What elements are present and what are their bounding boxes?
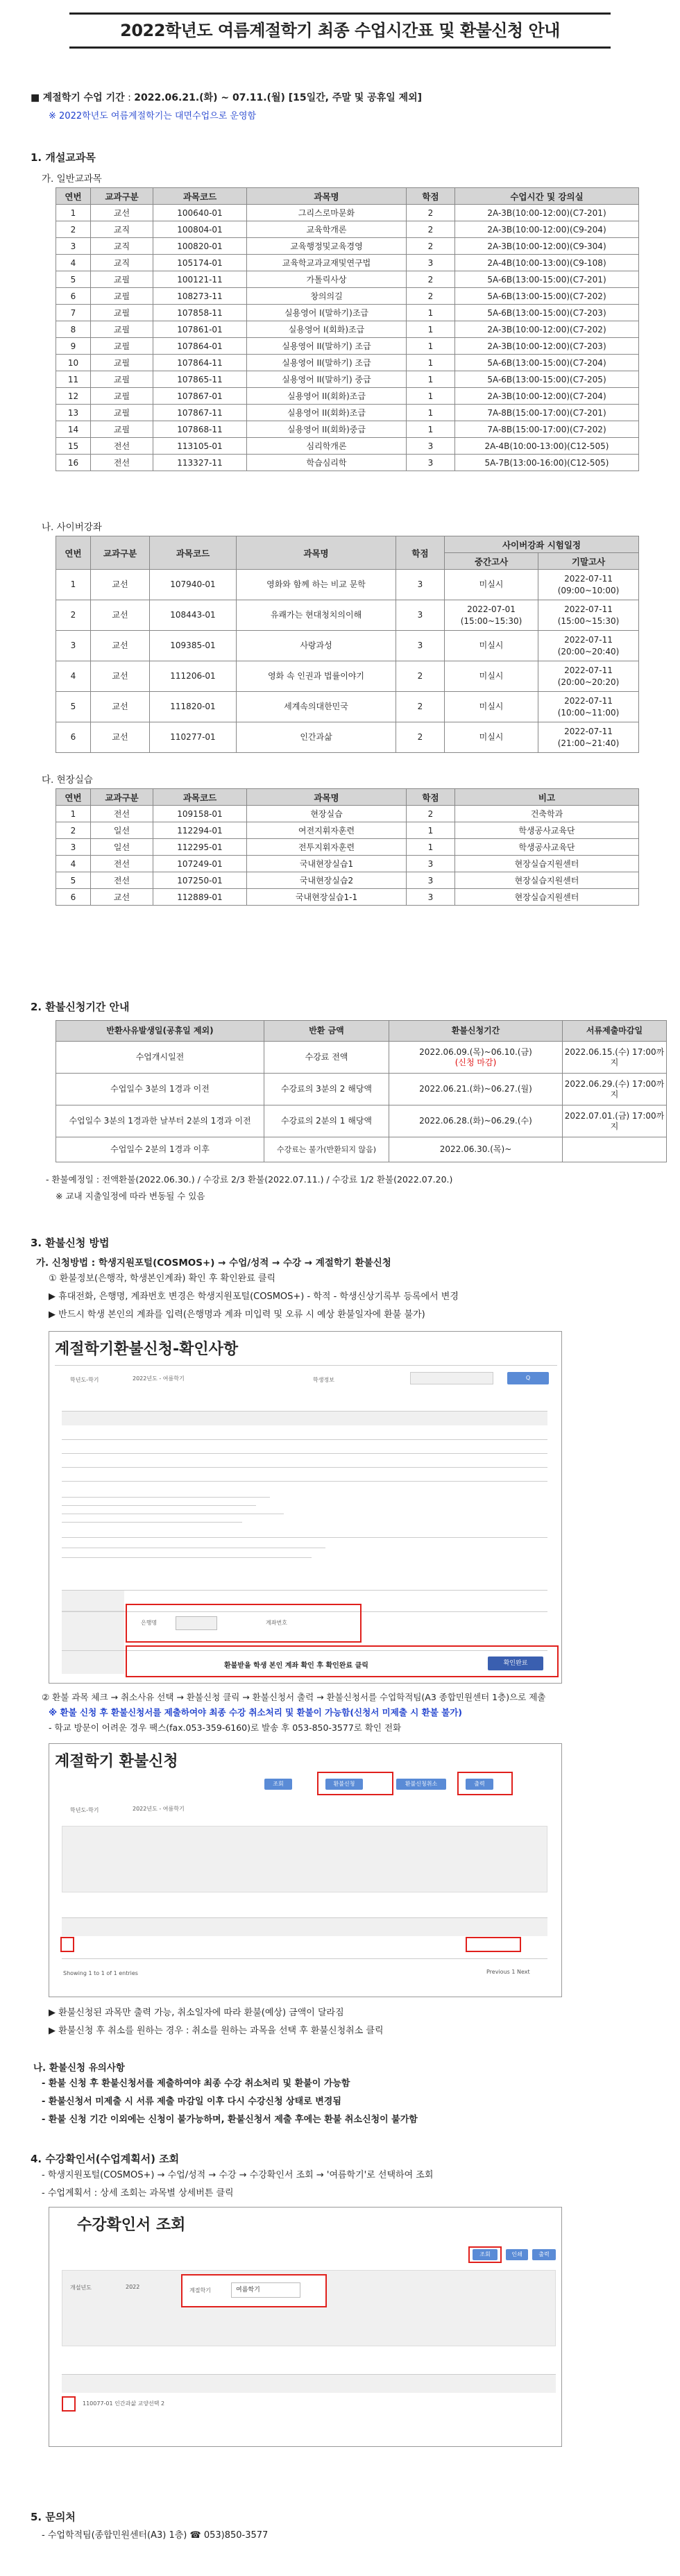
table-cell: 국내현장실습1-1 (247, 889, 407, 906)
table-cell: 107858-11 (153, 305, 247, 321)
table-cell: 107867-01 (153, 388, 247, 405)
table-cell: 일선 (91, 822, 153, 839)
table-row (56, 338, 639, 355)
table-cell: 교선 (91, 205, 153, 221)
table-row (56, 205, 639, 221)
step-1: ① 환불정보(은행작, 학생본인계좌) 확인 후 확인완료 클릭 (49, 1273, 276, 1284)
table-row (56, 839, 639, 856)
table-cell: 1 (407, 371, 455, 388)
table-row (56, 822, 639, 839)
table-cell: 107861-01 (153, 321, 247, 338)
table-cell: 5A-7B(13:00-16:00)(C12-505) (455, 455, 639, 471)
table-cell: 2A-4B(10:00-13:00)(C9-108) (455, 255, 639, 271)
th-col-3: 과목명 (247, 188, 407, 205)
table-cell: 현장실습지원센터 (455, 856, 639, 872)
table-cell: 학생공사교육단 (455, 822, 639, 839)
table-cell: 1 (407, 355, 455, 371)
table-cell: 6 (56, 288, 91, 305)
table-cell: 여전지휘자훈련 (247, 822, 407, 839)
print-button[interactable]: 인쇄 (506, 2249, 528, 2260)
bank-select[interactable] (176, 1616, 217, 1630)
table-cell: 교필 (91, 355, 153, 371)
table-cell: 교선 (91, 889, 153, 906)
table-cell: 7A-8B(15:00-17:00)(C7-202) (455, 421, 639, 438)
section-4-title: 4. 수강확인서(수업계획서) 조회 (31, 2153, 180, 2165)
table-row (56, 405, 639, 421)
table-cell: 6 (56, 889, 91, 906)
section-1a-title: 가. 일반교과목 (42, 173, 102, 185)
pagination[interactable]: Previous 1 Next (486, 1969, 530, 1975)
table-cell: 3 (396, 631, 445, 661)
table-cell: 실용영어 I(말하기)조급 (247, 305, 407, 321)
table-row (56, 221, 639, 238)
screenshot-3-title: 수강확인서 조회 (77, 2217, 186, 2234)
table-cell: 107249-01 (153, 856, 247, 872)
table-row (56, 271, 639, 288)
table-row (56, 806, 639, 822)
section-1c-title: 다. 현장실습 (42, 774, 93, 786)
th-reason: 반환사유발생일(공휴일 제외) (56, 1021, 264, 1042)
table-cell: 교필 (91, 305, 153, 321)
table-cell: 107250-01 (153, 872, 247, 889)
table-cell: 3 (407, 872, 455, 889)
table-cell: 전선 (91, 872, 153, 889)
table-cell: 3 (407, 438, 455, 455)
section-5-title: 5. 문의처 (31, 2511, 76, 2523)
table-cell: 영화와 함께 하는 비교 문학 (237, 570, 396, 600)
table-cell: 세계속의대한민국 (237, 692, 396, 722)
closed-badge: (신청 마감) (454, 1057, 497, 1067)
table-cell: 3 (396, 600, 445, 631)
table-cell: 교필 (91, 421, 153, 438)
table-cell: 전선 (91, 856, 153, 872)
table-cell: 109158-01 (153, 806, 247, 822)
table-cell: 교선 (91, 661, 150, 692)
print-button[interactable]: 출력 (466, 1779, 493, 1790)
table-cell: 미실시 (445, 661, 538, 692)
table-cell: 11 (56, 371, 91, 388)
table-cell: 3 (56, 839, 91, 856)
export-button[interactable]: 출력 (532, 2249, 556, 2260)
th-credit: 학점 (396, 536, 445, 570)
table-row (56, 255, 639, 271)
table-row: 수업일수 3분의 1경과 이전 수강료의 3분의 2 해당액 2022.06.21.(화)~06.27.(월) 2022.06.29.(수) 17:00까지 (56, 1074, 667, 1105)
table-cell: 5A-6B(13:00-15:00)(C7-201) (455, 271, 639, 288)
after-2: ▶ 환불신청 후 취소를 원하는 경우 : 취소를 원하는 과목을 선택 후 환불신청취소 클릭 (49, 2026, 384, 2036)
enrollment-check-screenshot: 수강확인서 조회 조회 인쇄 출력 개설년도 2022 계절학기 여름학기 110077-01 인간과삶 교양선택 2 (49, 2207, 562, 2447)
table-cell: 교육학개론 (247, 221, 407, 238)
table-cell: 109385-01 (150, 631, 237, 661)
table-cell: 교선 (91, 722, 150, 753)
table-cell: 실용영어 II(회화)조급 (247, 388, 407, 405)
table-cell: 실용영어 II(말하기) 조급 (247, 338, 407, 355)
table-cell: 8 (56, 321, 91, 338)
table-cell: 건축학과 (455, 806, 639, 822)
detail-button[interactable] (62, 2396, 76, 2412)
table-row (56, 321, 639, 338)
table-cell: 2A-3B(10:00-12:00)(C7-201) (455, 205, 639, 221)
table-cell: 2A-3B(10:00-12:00)(C9-204) (455, 221, 639, 238)
table-cell: 1 (56, 806, 91, 822)
table-cell: 현장실습지원센터 (455, 889, 639, 906)
cancel-reason-select[interactable] (466, 1937, 521, 1952)
contact-info: - 수업학적팀(종합민원센터(A3) 1층) ☎ 053)850-3577 (42, 2530, 269, 2541)
step-2: ② 환불 과목 체크 → 취소사유 선택 → 환불신청 클릭 → 환불신청서 출력 → 환불신청서를 수업학적팀(A3 종합민원센터 1층)으로 제출 (42, 1692, 546, 1702)
table-cell: 2022-07-11 (20:00~20:20) (538, 661, 639, 692)
table-row (56, 388, 639, 405)
table-cell: 7 (56, 305, 91, 321)
table-cell: 1 (56, 205, 91, 221)
step-1-note: ▶ 휴대전화, 은행명, 계좌번호 변경은 학생지원포털(COSMOS+) - 학적 - 학생신상기록부 등록에서 변경 (49, 1291, 459, 1302)
table-cell: 3 (407, 455, 455, 471)
th-col-0: 연번 (56, 188, 91, 205)
table-cell: 2 (396, 722, 445, 753)
notice-mini-2 (62, 1537, 547, 1582)
th-col-0: 연번 (56, 789, 91, 806)
notice-mini (62, 1490, 547, 1525)
screenshot-2-title: 계절학기 환불신청 (55, 1753, 178, 1770)
table-row (56, 438, 639, 455)
table-cell: 2 (407, 288, 455, 305)
table-cell: 112889-01 (153, 889, 247, 906)
table-row (56, 600, 639, 631)
table-cell: 실용영어 II(말하기) 조급 (247, 355, 407, 371)
table-cell: 심리학개론 (247, 438, 407, 455)
account-redbox: 은행명 계좌번호 (126, 1604, 362, 1643)
table-cell: 학습심리학 (247, 455, 407, 471)
table-cell: 2022-07-11 (21:00~21:40) (538, 722, 639, 753)
table-row (56, 631, 639, 661)
table-cell: 5 (56, 872, 91, 889)
table-cell: 교선 (91, 631, 150, 661)
table-cell: 107868-11 (153, 421, 247, 438)
table-cell: 3 (407, 255, 455, 271)
table-cell: 2022-07-11 (09:00~10:00) (538, 570, 639, 600)
table-cell: 미실시 (445, 692, 538, 722)
table-cell: 교필 (91, 338, 153, 355)
table-cell: 교직 (91, 255, 153, 271)
refund-cancel-button[interactable]: 환불신청취소 (396, 1779, 446, 1790)
th-col-1: 교과구분 (91, 789, 153, 806)
table-cell: 12 (56, 388, 91, 405)
section-4-list: - 학생지원포털(COSMOS+) → 수업/성적 → 수강 → 수강확인서 조회 → '여름학기'로 선택하여 조회 - 수업계획서 : 상세 조회는 과목별 상세버튼 클릭 (42, 2170, 434, 2198)
th-col-2: 과목코드 (153, 188, 247, 205)
table-cell: 2 (396, 661, 445, 692)
th-col-2: 과목코드 (153, 789, 247, 806)
table-cell: 2A-4B(10:00-13:00)(C12-505) (455, 438, 639, 455)
table-cell: 미실시 (445, 631, 538, 661)
table-cell: 10 (56, 355, 91, 371)
table-cell: 2A-3B(10:00-12:00)(C7-202) (455, 321, 639, 338)
table-cell: 2022-07-01 (15:00~15:30) (445, 600, 538, 631)
table-cell: 108273-11 (153, 288, 247, 305)
bullet-icon: ■ (31, 92, 40, 103)
table-row: 수업일수 3분의 1경과한 날부터 2분의 1경과 이전 수강료의 2분의 1 해당액 2022.06.28.(화)~06.29.(수) 2022.07.01.(금) 17:00까지 (56, 1105, 667, 1137)
screenshot-1-title: 계절학기환불신청-확인사항 (55, 1341, 239, 1358)
term-label: 계절학기 수업 기간 (42, 92, 125, 103)
table-cell: 2 (407, 238, 455, 255)
table-cell: 100121-11 (153, 271, 247, 288)
table-cell: 1 (407, 305, 455, 321)
table-cell: 1 (407, 321, 455, 338)
table-cell: 일선 (91, 839, 153, 856)
th-code: 과목코드 (150, 536, 237, 570)
th-final: 기말고사 (538, 553, 639, 570)
table-cell: 100804-01 (153, 221, 247, 238)
th-col-5: 수업시간 및 강의실 (455, 188, 639, 205)
confirm-button[interactable]: 확인완료 (488, 1656, 543, 1670)
table-cell: 교직 (91, 221, 153, 238)
caution-list: - 환불 신청 후 환불신청서를 제출하여야 최종 수강 취소처리 및 환불이 가능함 - 환불신청서 미제출 시 서류 제출 마감일 이후 다시 수강신청 상태로 변경됨 - 환불 신청 기간 이외에는 신청이 불가능하며, 환불신청서 제출 후에는 환불 취소신청이 불가함 (42, 2078, 418, 2125)
table-cell: 사랑과성 (237, 631, 396, 661)
table-cell: 그리스로마문화 (247, 205, 407, 221)
section-3-title: 3. 환불신청 방법 (31, 1237, 110, 1249)
th-period: 환불신청기간 (389, 1021, 563, 1042)
table-cell: 15 (56, 438, 91, 455)
table-cell: 5 (56, 692, 91, 722)
table-cell: 113105-01 (153, 438, 247, 455)
table-cell: 전선 (91, 438, 153, 455)
table-cell: 113327-11 (153, 455, 247, 471)
table-cell: 유쾌가는 현대청치의이해 (237, 600, 396, 631)
table-cell: 2A-3B(10:00-12:00)(C7-204) (455, 388, 639, 405)
table-cell: 7A-8B(15:00-17:00)(C7-201) (455, 405, 639, 421)
table-cell: 1 (407, 405, 455, 421)
table-row (56, 238, 639, 255)
table-cell: 14 (56, 421, 91, 438)
table-cell: 실용영어 II(회화)중급 (247, 421, 407, 438)
step-2-note: ※ 환불 신청 후 환불신청서를 제출하여야 최종 수강 취소처리 및 환불이 가능함(신청서 미제출 시 환불 불가) (49, 1707, 463, 1718)
table-cell: 전선 (91, 455, 153, 471)
table-cell: 2A-3B(10:00-12:00)(C7-203) (455, 338, 639, 355)
term-select-redbox: 계절학기 여름학기 (181, 2274, 327, 2307)
th-course: 과목명 (237, 536, 396, 570)
table-cell: 학생공사교육단 (455, 839, 639, 856)
th-exam: 사이버강좌 시험일정 (445, 536, 639, 553)
table-cell: 107865-11 (153, 371, 247, 388)
table-cell: 1 (56, 570, 91, 600)
table-cell: 교선 (91, 600, 150, 631)
steps-list (49, 1270, 459, 1324)
table-cell: 국내현장실습1 (247, 856, 407, 872)
student-info (62, 1826, 547, 1892)
table-cell: 111206-01 (150, 661, 237, 692)
table-cell: 국내현장실습2 (247, 872, 407, 889)
refund-apply-button[interactable]: 환불신청 (325, 1779, 363, 1790)
table-cell: 현장실습지원센터 (455, 872, 639, 889)
step-1-warning: ▶ 반드시 학생 본인의 계좌를 입력(은행명과 계좌 미입력 및 오류 시 예상 환불일자에 환불 불가) (49, 1310, 425, 1320)
th-col-3: 과목명 (247, 789, 407, 806)
table-cell: 2022-07-11 (15:00~15:30) (538, 600, 639, 631)
table-cell: 전선 (91, 806, 153, 822)
table-cell: 전투지휘자훈련 (247, 839, 407, 856)
cyber-courses-table (56, 536, 639, 753)
section-1-title: 1. 개설교과목 (31, 151, 96, 164)
search-button[interactable]: 조회 (264, 1779, 292, 1790)
table-row (56, 889, 639, 906)
refund-confirm-screenshot: 계절학기환불신청-확인사항 학년도-학기 2022년도 - 여름학기 학생정보 Q 은행명 계좌번호 환불받을 학생 본인 계좌 확인 후 확인완료 클릭 확인완료 (49, 1331, 562, 1684)
table-cell: 4 (56, 661, 91, 692)
table-cell: 5A-6B(13:00-15:00)(C7-204) (455, 355, 639, 371)
table-cell: 5A-6B(13:00-15:00)(C7-205) (455, 371, 639, 388)
table-cell: 교육행정및교육경영 (247, 238, 407, 255)
table-cell: 107940-01 (150, 570, 237, 600)
table-cell: 4 (56, 856, 91, 872)
table-cell: 1 (407, 822, 455, 839)
table-cell: 110277-01 (150, 722, 237, 753)
table-cell: 교필 (91, 321, 153, 338)
table-cell: 112294-01 (153, 822, 247, 839)
refund-apply-screenshot: 계절학기 환불신청 조회 환불신청 환불신청취소 출력 학년도-학기 2022년도 - 여름학기 Showing 1 to 1 of 1 entries Previous 1 Next (49, 1743, 562, 1997)
table-cell: 2 (56, 600, 91, 631)
refund-note-2: ※ 교내 지출일정에 따라 변동될 수 있음 (56, 1191, 205, 1201)
table-cell: 실용영어 II(말하기) 중급 (247, 371, 407, 388)
table-row: 수업일수 2분의 1경과 이후 수강료는 불가(반환되지 않음) 2022.06.30.(목)~ (56, 1137, 667, 1162)
table-cell: 미실시 (445, 722, 538, 753)
table-cell: 1 (407, 338, 455, 355)
table-cell: 3 (56, 631, 91, 661)
table-row (56, 570, 639, 600)
table-cell: 5 (56, 271, 91, 288)
table-cell: 112295-01 (153, 839, 247, 856)
table-cell: 111820-01 (150, 692, 237, 722)
table-row (56, 455, 639, 471)
table-cell: 실용영어 II(회화)조급 (247, 405, 407, 421)
table-cell: 현장실습 (247, 806, 407, 822)
after-list (49, 2004, 384, 2040)
field-courses-table (56, 788, 639, 906)
table-row (56, 355, 639, 371)
table-cell: 2 (407, 221, 455, 238)
table-cell: 2 (56, 822, 91, 839)
enrollment-list: 110077-01 인간과삶 교양선택 2 (62, 2374, 556, 2413)
table-cell: 2 (407, 205, 455, 221)
table-cell: 5A-6B(13:00-15:00)(C7-202) (455, 288, 639, 305)
table-cell: 2 (396, 692, 445, 722)
step-2-sub: - 학교 방문이 어려운 경우 팩스(fax.053-359-6160)로 발송 후 053-850-3577로 확인 전화 (49, 1722, 402, 1733)
caution-title: 나. 환불신청 유의사항 (33, 2062, 125, 2074)
table-cell: 4 (56, 255, 91, 271)
table-cell: 3 (407, 889, 455, 906)
table-header (56, 188, 639, 205)
table-row: 수업개시일전 수강료 전액 2022.06.09.(목)~06.10.(금) (신청 마감) 2022.06.15.(수) 17:00까지 (56, 1042, 667, 1074)
table-cell: 9 (56, 338, 91, 355)
table-cell: 107867-11 (153, 405, 247, 421)
table-cell: 1 (407, 421, 455, 438)
table-cell: 2022-07-11 (10:00~11:00) (538, 692, 639, 722)
section-2-title: 2. 환불신청기간 안내 (31, 1001, 130, 1013)
section-1b-title: 나. 사이버강좌 (42, 522, 102, 533)
search-icon[interactable]: Q (507, 1372, 549, 1384)
table-cell: 105174-01 (153, 255, 247, 271)
th-col-4: 학점 (407, 188, 455, 205)
table-cell: 교필 (91, 405, 153, 421)
row-checkbox[interactable] (60, 1937, 74, 1952)
table-cell: 3 (56, 238, 91, 255)
term-text: 2022.06.21.(화) ~ 07.11.(월) [15일간, 주말 및 공휴일 제외] (134, 92, 423, 103)
term-line: ■ 계절학기 수업 기간 : 2022.06.21.(화) ~ 07.11.(월) [15일간, 주말 및 공휴일 제외] (31, 92, 423, 103)
table-row (56, 371, 639, 388)
table-cell: 108443-01 (150, 600, 237, 631)
th-amount: 반환 금액 (264, 1021, 389, 1042)
table-cell: 2 (56, 221, 91, 238)
table-row (56, 661, 639, 692)
th-col-4: 학점 (407, 789, 455, 806)
table-cell: 2 (407, 271, 455, 288)
th-col-1: 교과구분 (91, 188, 153, 205)
table-cell: 미실시 (445, 570, 538, 600)
th-deadline: 서류제출마감일 (563, 1021, 667, 1042)
table-cell: 2 (407, 806, 455, 822)
page-title: 2022학년도 여름계절학기 최종 수업시간표 및 환불신청 안내 (69, 12, 611, 49)
general-courses-table (56, 187, 639, 471)
apply-path: 가. 신청방법 : 학생지원포털(COSMOS+) → 수업/성적 → 수강 → 계절학기 환불신청 (36, 1257, 391, 1269)
table-cell: 영화 속 인권과 법률이야기 (237, 661, 396, 692)
schedule-mini-table (62, 1411, 547, 1480)
table-cell: 3 (396, 570, 445, 600)
term-select[interactable]: 여름학기 (231, 2282, 300, 2298)
table-row (56, 288, 639, 305)
table-cell: 인간과삶 (237, 722, 396, 753)
table-cell: 107864-01 (153, 338, 247, 355)
table-cell: 5A-6B(13:00-15:00)(C7-203) (455, 305, 639, 321)
table-cell: 창의의길 (247, 288, 407, 305)
confirm-redbox: 환불받을 학생 본인 계좌 확인 후 확인완료 클릭 확인완료 (126, 1645, 559, 1677)
table-cell: 6 (56, 722, 91, 753)
table-cell: 13 (56, 405, 91, 421)
table-cell: 100640-01 (153, 205, 247, 221)
table-cell: 교필 (91, 288, 153, 305)
table-cell: 교필 (91, 371, 153, 388)
table-cell: 3 (407, 856, 455, 872)
table-cell: 2022-07-11 (20:00~20:40) (538, 631, 639, 661)
table-cell: 107864-11 (153, 355, 247, 371)
table-row (56, 421, 639, 438)
term-note: ※ 2022학년도 여름계절학기는 대면수업으로 운영함 (49, 111, 257, 121)
table-cell: 2A-3B(10:00-12:00)(C9-304) (455, 238, 639, 255)
search-button[interactable]: 조회 (473, 2249, 498, 2260)
table-cell: 1 (407, 839, 455, 856)
refund-note: - 환불예정일 : 전액환불(2022.06.30.) / 수강료 2/3 환불(2022.07.11.) / 수강료 1/2 환불(2022.07.20.) (46, 1174, 453, 1185)
th-type: 교과구분 (91, 536, 150, 570)
table-cell: 100820-01 (153, 238, 247, 255)
table-row (56, 872, 639, 889)
th-col-5: 비고 (455, 789, 639, 806)
after-1: ▶ 환불신청된 과목만 출력 가능, 취소일자에 따라 환불(예상) 금액이 달라짐 (49, 2008, 344, 2018)
table-cell: 16 (56, 455, 91, 471)
table-row (56, 692, 639, 722)
table-cell: 교필 (91, 271, 153, 288)
th-mid: 중간고사 (445, 553, 538, 570)
table-cell: 가톨릭사상 (247, 271, 407, 288)
table-row (56, 722, 639, 753)
table-cell: 교육학교과교재및연구법 (247, 255, 407, 271)
table-cell: 교선 (91, 692, 150, 722)
table-row (56, 305, 639, 321)
table-cell: 교직 (91, 238, 153, 255)
table-cell: 교필 (91, 388, 153, 405)
table-cell: 교선 (91, 570, 150, 600)
table-row (56, 856, 639, 872)
th-no: 연번 (56, 536, 91, 570)
refund-period-table (56, 1020, 667, 1162)
table-cell: 1 (407, 388, 455, 405)
table-cell: 실용영어 I(회화)조급 (247, 321, 407, 338)
